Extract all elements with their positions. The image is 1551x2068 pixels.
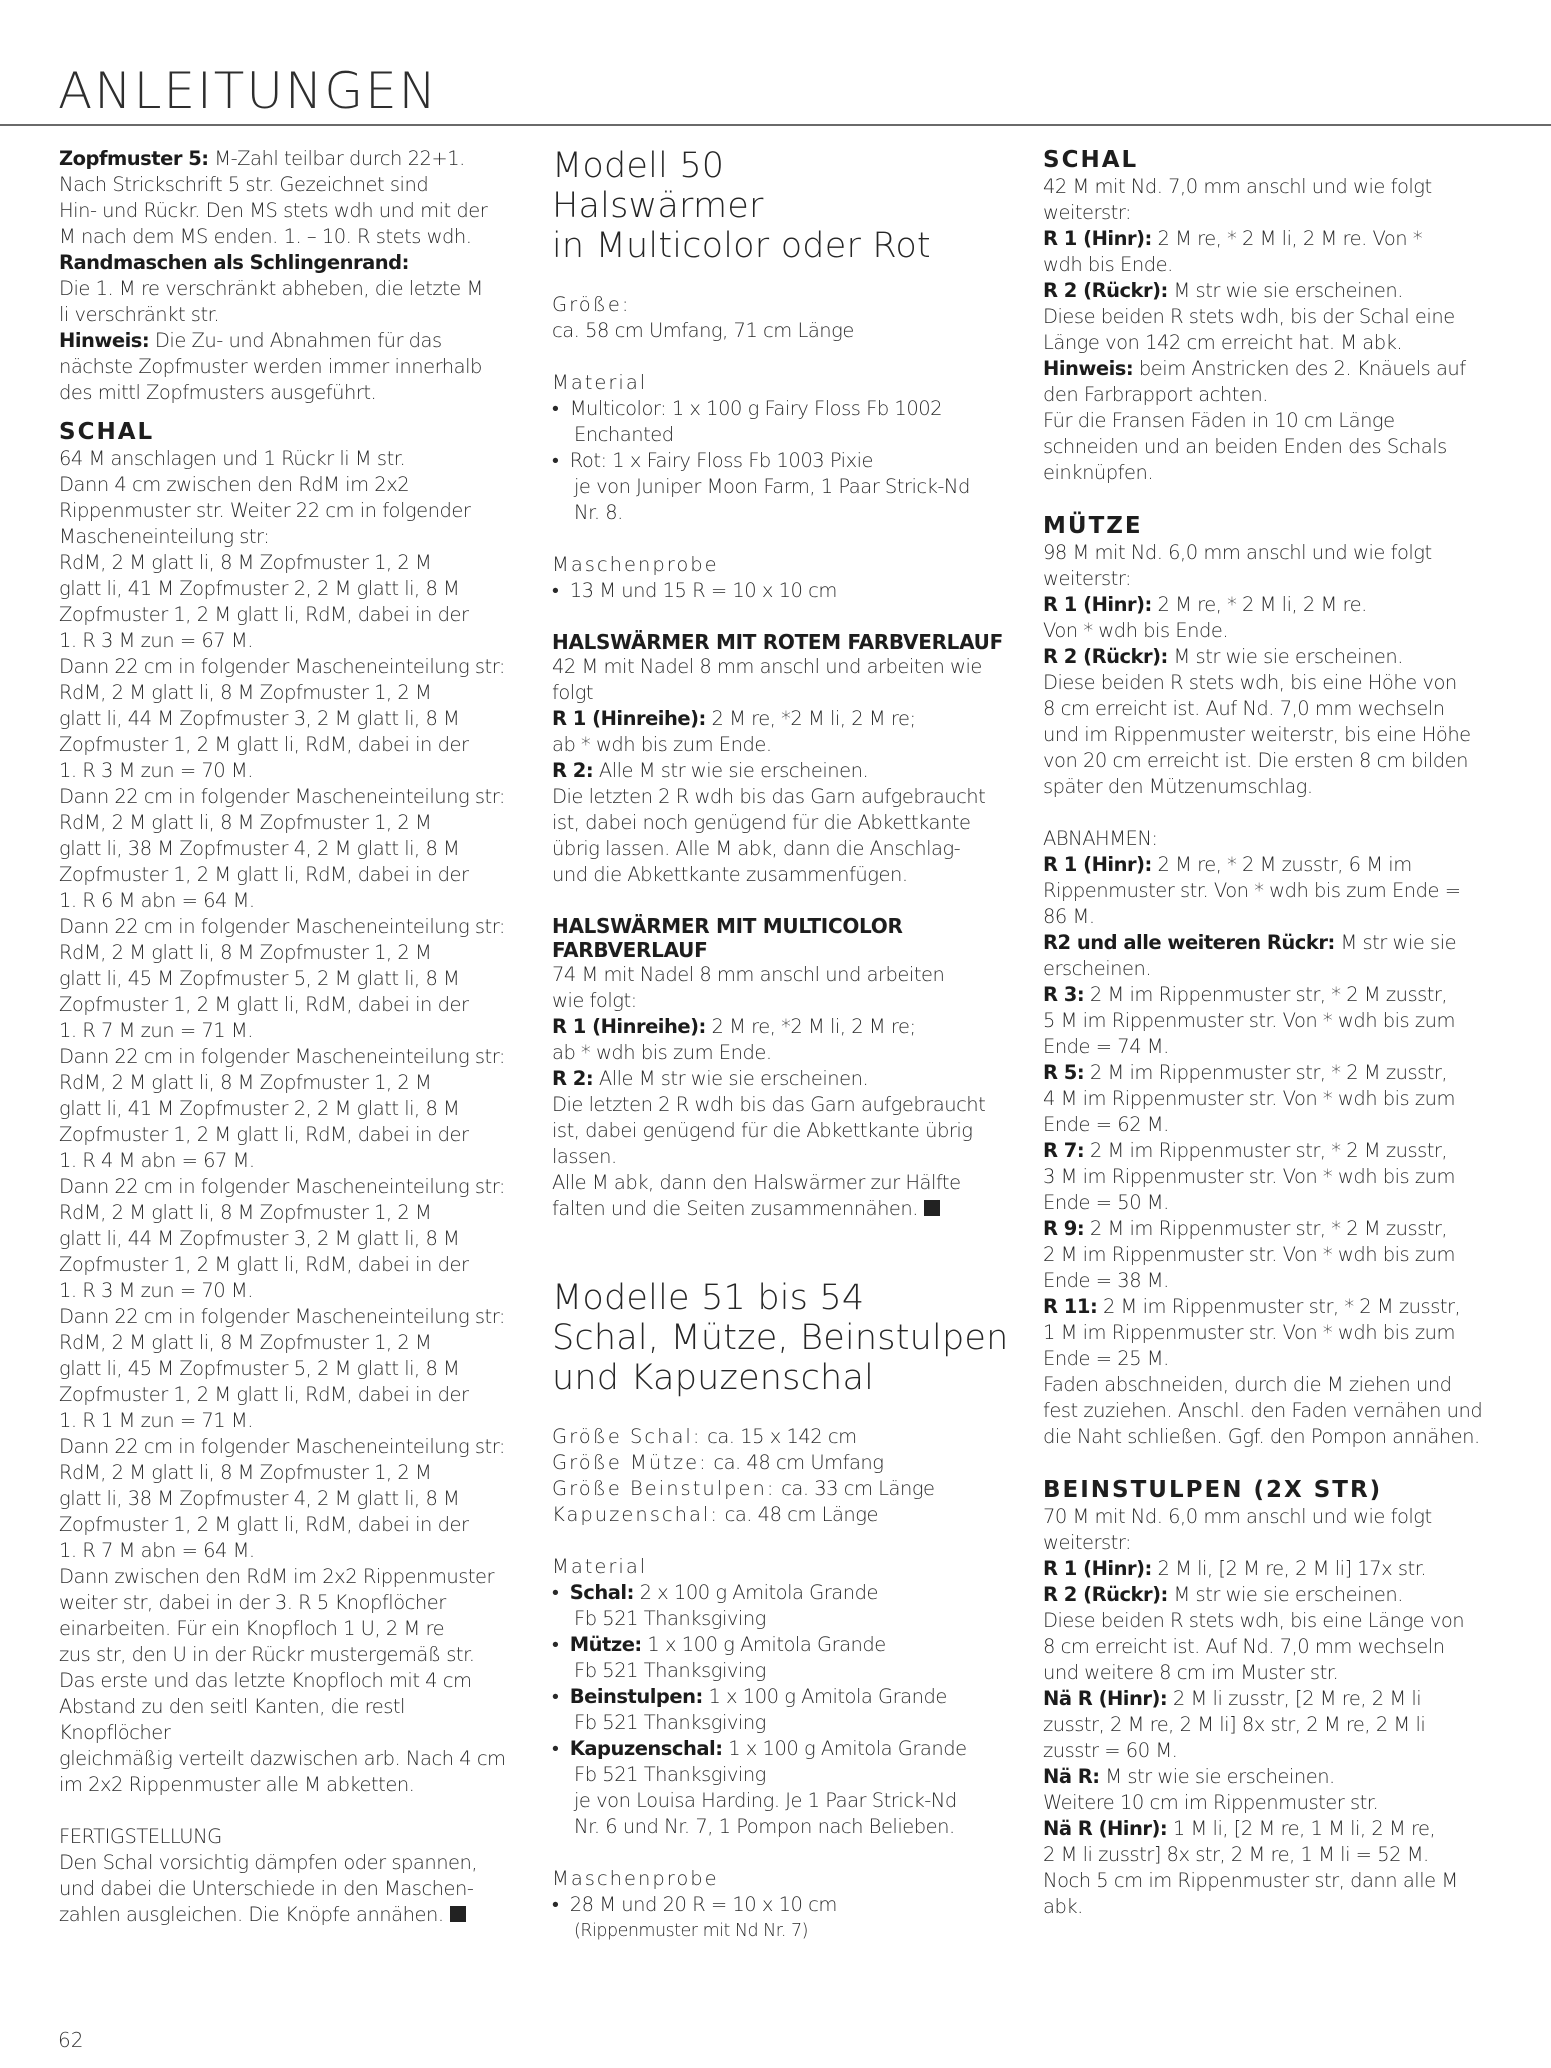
muetze-instructions	[1043, 540, 1508, 800]
size-label: Größe Beinstulpen:	[552, 1477, 776, 1500]
material2-item-line: • Beinstulpen: 1 x 100 g Amitola Grande	[552, 1685, 947, 1708]
schal-line: zus str, den U in der Rückr mustergemäß str.	[59, 1643, 475, 1666]
bold-term: R 2:	[552, 1067, 594, 1090]
material2-item-line: Nr. 6 und Nr. 7, 1 Pompon nach Belieben.	[574, 1815, 955, 1838]
schal-line: im 2x2 Rippenmuster alle M abketten.	[59, 1773, 415, 1796]
material2-item-line: • Mütze: 1 x 100 g Amitola Grande	[552, 1633, 886, 1656]
schal-line: Dann 4 cm zwischen den RdM im 2x2	[59, 473, 410, 496]
size-line: Größe Schal: ca. 15 x 142 cm	[552, 1425, 857, 1448]
material2-item-line: Fb 521 Thanksgiving	[574, 1711, 766, 1734]
rot-line: Die letzten 2 R wdh bis das Garn aufgebraucht	[552, 785, 986, 808]
schal2-line: Länge von 142 cm erreicht hat. M abk.	[1043, 331, 1403, 354]
fertig-line: Den Schal vorsichtig dämpfen oder spannen,	[59, 1851, 478, 1874]
bold-term: R 1 (Hinreihe):	[552, 1015, 706, 1038]
schal-line: Dann 22 cm in folgender Mascheneinteilung str:	[59, 785, 505, 808]
abnahmen-line: Ende = 25 M.	[1043, 1347, 1169, 1370]
intro-line: Die 1. M re verschränkt abheben, die letzte M	[59, 277, 483, 300]
maschenprobe2-value: • 28 M und 20 R = 10 x 10 cm	[552, 1893, 837, 1916]
end-mark-icon	[450, 1906, 466, 1922]
rot-line: und die Abkettkante zusammenfügen.	[552, 863, 908, 886]
column-middle	[552, 146, 1012, 1944]
maschenprobe2-note: (Rippenmuster mit Nd Nr. 7)	[574, 1921, 808, 1941]
schal-line: Dann 22 cm in folgender Mascheneinteilung str:	[59, 1305, 505, 1328]
material-item-line: je von Juniper Moon Farm, 1 Paar Strick-Nd	[574, 475, 970, 498]
material-item-line: Enchanted	[574, 423, 674, 446]
schal-line: 64 M anschlagen und 1 Rückr li M str.	[59, 447, 406, 470]
bold-term: R 2 (Rückr):	[1043, 1583, 1168, 1606]
schal-line: Dann 22 cm in folgender Mascheneinteilung str:	[59, 1045, 505, 1068]
size-label: Größe Schal:	[552, 1425, 702, 1448]
schal-line: glatt li, 38 M Zopfmuster 4, 2 M glatt li, 8 M	[59, 1487, 460, 1510]
material-label: Material	[552, 371, 648, 394]
size-line: Größe Beinstulpen: ca. 33 cm Länge	[552, 1477, 935, 1500]
bold-term: Mütze:	[569, 1633, 642, 1656]
abnahmen-line: R 3: 2 M im Rippenmuster str, * 2 M zusstr,	[1043, 983, 1448, 1006]
material2-item-line: je von Louisa Harding. Je 1 Paar Strick-Nd	[574, 1789, 957, 1812]
model-title-line: in Multicolor oder Rot	[552, 226, 931, 266]
multi-line: R 1 (Hinreihe): 2 M re, *2 M li, 2 M re;	[552, 1015, 916, 1038]
abnahmen-line: Ende = 74 M.	[1043, 1035, 1169, 1058]
page-number: 62	[58, 2028, 84, 2052]
rot-instructions	[552, 654, 1012, 888]
model-title-line: Schal, Mütze, Beinstulpen	[552, 1318, 1009, 1358]
schal-line: weiter str, dabei in der 3. R 5 Knopflöcher	[59, 1591, 446, 1614]
bein-line: abk.	[1043, 1895, 1083, 1918]
schal2-line: 42 M mit Nd. 7,0 mm anschl und wie folgt	[1043, 175, 1432, 198]
schal-line: 1. R 3 M zun = 70 M.	[59, 1279, 253, 1302]
schal-line: Zopfmuster 1, 2 M glatt li, RdM, dabei in der	[59, 1513, 469, 1536]
material2-item-line: Fb 521 Thanksgiving	[574, 1607, 766, 1630]
bein-line: zusstr = 60 M.	[1043, 1739, 1178, 1762]
bein-line: Weitere 10 cm im Rippenmuster str.	[1043, 1791, 1379, 1814]
muetze-line: später den Mützenumschlag.	[1043, 775, 1313, 798]
intro-line: Zopfmuster 5: M-Zahl teilbar durch 22+1.	[59, 147, 465, 170]
schal-line: RdM, 2 M glatt li, 8 M Zopfmuster 1, 2 M	[59, 1071, 432, 1094]
multi-line: Die letzten 2 R wdh bis das Garn aufgebraucht	[552, 1093, 986, 1116]
abnahmen-line: R 11: 2 M im Rippenmuster str, * 2 M zusstr,	[1043, 1295, 1461, 1318]
bold-term: R 9:	[1043, 1217, 1085, 1240]
end-mark-icon	[924, 1200, 940, 1216]
schal-line: 1. R 1 M zun = 71 M.	[59, 1409, 253, 1432]
material2-list	[552, 1580, 1012, 1840]
rot-line: ab * wdh bis zum Ende.	[552, 733, 772, 756]
abnahmen-line: Faden abschneiden, durch die M ziehen und	[1043, 1373, 1452, 1396]
rot-line: ist, dabei noch genügend für die Abkettkante	[552, 811, 971, 834]
bein-line: 8 cm erreicht ist. Auf Nd. 7,0 mm wechseln	[1043, 1635, 1445, 1658]
bein-line: Diese beiden R stets wdh, bis eine Länge von	[1043, 1609, 1465, 1632]
schal2-line: schneiden und an beiden Enden des Schals	[1043, 435, 1447, 458]
schal-line: glatt li, 44 M Zopfmuster 3, 2 M glatt li, 8 M	[59, 707, 460, 730]
rot-line: übrig lassen. Alle M abk, dann die Anschlag-	[552, 837, 961, 860]
sizes-list	[552, 1424, 1012, 1528]
rot-line: R 1 (Hinreihe): 2 M re, *2 M li, 2 M re;	[552, 707, 916, 730]
beinstulpen-instructions	[1043, 1504, 1508, 1920]
schal-line: Dann zwischen den RdM im 2x2 Rippenmuster	[59, 1565, 495, 1588]
muetze-line: 8 cm erreicht ist. Auf Nd. 7,0 mm wechseln	[1043, 697, 1445, 720]
multicolor-instructions	[552, 962, 1012, 1222]
schal-line: 1. R 7 M abn = 64 M.	[59, 1539, 255, 1562]
schal-line: Rippenmuster str. Weiter 22 cm in folgender	[59, 499, 471, 522]
intro-line: des mittl Zopfmusters ausgeführt.	[59, 381, 377, 404]
section-heading-schal-2: SCHAL	[1043, 147, 1139, 173]
schal-line: gleichmäßig verteilt dazwischen arb. Nach 4 cm	[59, 1747, 506, 1770]
model-title-line: Modell 50	[552, 146, 725, 186]
schal-line: Das erste und das letzte Knopfloch mit 4 cm	[59, 1669, 472, 1692]
abnahmen-line: die Naht schließen. Ggf. den Pompon annähen.	[1043, 1425, 1480, 1448]
schal-line: 1. R 3 M zun = 67 M.	[59, 629, 253, 652]
material-item-line: Nr. 8.	[574, 501, 623, 524]
schal-line: 1. R 7 M zun = 71 M.	[59, 1019, 253, 1042]
section-heading-multicolor	[552, 914, 1012, 962]
material2-item-line: Fb 521 Thanksgiving	[574, 1763, 766, 1786]
bold-term: Hinweis:	[59, 329, 150, 352]
section-heading-schal: SCHAL	[59, 419, 155, 445]
schal-line: 1. R 6 M abn = 64 M.	[59, 889, 255, 912]
bold-term: R 2 (Rückr):	[1043, 279, 1168, 302]
schal2-line: R 2 (Rückr): M str wie sie erscheinen.	[1043, 279, 1403, 302]
abnahmen-line: fest zuziehen. Anschl. den Faden vernähen und	[1043, 1399, 1483, 1422]
bold-term: R 1 (Hinr):	[1043, 593, 1152, 616]
maschenprobe-value: • 13 M und 15 R = 10 x 10 cm	[552, 579, 837, 602]
schal-line: RdM, 2 M glatt li, 8 M Zopfmuster 1, 2 M	[59, 1331, 432, 1354]
bein-line: Nä R (Hinr): 2 M li zusstr, [2 M re, 2 M li	[1043, 1687, 1422, 1710]
abnahmen-line: R 5: 2 M im Rippenmuster str, * 2 M zusstr,	[1043, 1061, 1448, 1084]
schal-line: Zopfmuster 1, 2 M glatt li, RdM, dabei in der	[59, 1383, 469, 1406]
multicolor-heading-line: HALSWÄRMER MIT MULTICOLOR	[552, 914, 903, 938]
schal-line: glatt li, 44 M Zopfmuster 3, 2 M glatt li, 8 M	[59, 1227, 460, 1250]
schal-line: RdM, 2 M glatt li, 8 M Zopfmuster 1, 2 M	[59, 941, 432, 964]
section-heading-beinstulpen: BEINSTULPEN (2X STR)	[1043, 1477, 1383, 1503]
schal-line: glatt li, 41 M Zopfmuster 2, 2 M glatt li, 8 M	[59, 1097, 460, 1120]
schal-line: Zopfmuster 1, 2 M glatt li, RdM, dabei in der	[59, 1123, 469, 1146]
column-left	[59, 146, 509, 1928]
bold-term: R 11:	[1043, 1295, 1098, 1318]
schal2-line: wdh bis Ende.	[1043, 253, 1173, 276]
muetze-line: von 20 cm erreicht ist. Die ersten 8 cm bilden	[1043, 749, 1468, 772]
abnahmen-line: R 1 (Hinr): 2 M re, * 2 M zusstr, 6 M im	[1043, 853, 1412, 876]
muetze-line: weiterstr:	[1043, 567, 1132, 590]
schal-line: Mascheneinteilung str:	[59, 525, 270, 548]
schal-line: Dann 22 cm in folgender Mascheneinteilung str:	[59, 915, 505, 938]
bold-term: Zopfmuster 5:	[59, 147, 209, 170]
schal2-line: Diese beiden R stets wdh, bis der Schal eine	[1043, 305, 1455, 328]
section-heading-rot: HALSWÄRMER MIT ROTEM FARBVERLAUF	[552, 630, 1003, 654]
abnahmen-instructions	[1043, 852, 1508, 1450]
section-heading-fertigstellung: FERTIGSTELLUNG	[59, 1825, 222, 1848]
column-right	[1043, 146, 1508, 1920]
schal-line: RdM, 2 M glatt li, 8 M Zopfmuster 1, 2 M	[59, 1201, 432, 1224]
abnahmen-line: 4 M im Rippenmuster str. Von * wdh bis zum	[1043, 1087, 1456, 1110]
multi-line: wie folgt:	[552, 989, 637, 1012]
muetze-line: und im Rippenmuster weiterstr, bis eine Höhe	[1043, 723, 1471, 746]
schal-line: RdM, 2 M glatt li, 8 M Zopfmuster 1, 2 M	[59, 811, 432, 834]
intro-line: Hinweis: Die Zu- und Abnahmen für das	[59, 329, 442, 352]
size-line: Kapuzenschal: ca. 48 cm Länge	[552, 1503, 878, 1526]
bein-line: Nä R (Hinr): 1 M li, [2 M re, 1 M li, 2 M re,	[1043, 1817, 1436, 1840]
bold-term: R 5:	[1043, 1061, 1085, 1084]
bein-line: Nä R: M str wie sie erscheinen.	[1043, 1765, 1335, 1788]
schal2-line: R 1 (Hinr): 2 M re, * 2 M li, 2 M re. Von *	[1043, 227, 1423, 250]
bein-line: 70 M mit Nd. 6,0 mm anschl und wie folgt	[1043, 1505, 1432, 1528]
abnahmen-line: 86 M.	[1043, 905, 1095, 928]
bold-term: Kapuzenschal:	[569, 1737, 723, 1760]
bold-term: Beinstulpen:	[569, 1685, 703, 1708]
muetze-line: Diese beiden R stets wdh, bis eine Höhe von	[1043, 671, 1457, 694]
muetze-line: Von * wdh bis Ende.	[1043, 619, 1229, 642]
schal-line: Abstand zu den seitl Kanten, die restl Knopflöcher	[59, 1695, 405, 1744]
bein-line: R 2 (Rückr): M str wie sie erscheinen.	[1043, 1583, 1403, 1606]
schal-line: RdM, 2 M glatt li, 8 M Zopfmuster 1, 2 M	[59, 681, 432, 704]
multi-line: ist, dabei genügend für die Abkettkante übrig	[552, 1119, 973, 1142]
bold-term: R 2:	[552, 759, 594, 782]
material2-item-line: • Kapuzenschal: 1 x 100 g Amitola Grande	[552, 1737, 967, 1760]
rot-line: folgt	[552, 681, 594, 704]
intro-line: Nach Strickschrift 5 str. Gezeichnet sind	[59, 173, 429, 196]
abnahmen-line: 2 M im Rippenmuster str. Von * wdh bis zum	[1043, 1243, 1456, 1266]
model-title-line: Halswärmer	[552, 186, 764, 226]
intro-line: M nach dem MS enden. 1. – 10. R stets wdh.	[59, 225, 472, 248]
schal-instructions	[59, 446, 509, 1798]
schal-line: 1. R 4 M abn = 67 M.	[59, 1149, 255, 1172]
schal-line: RdM, 2 M glatt li, 8 M Zopfmuster 1, 2 M	[59, 1461, 432, 1484]
material-item-line: • Multicolor: 1 x 100 g Fairy Floss Fb 1002	[552, 397, 943, 420]
size-line: Größe Mütze: ca. 48 cm Umfang	[552, 1451, 884, 1474]
bein-line: zusstr, 2 M re, 2 M li] 8x str, 2 M re, 2 M li	[1043, 1713, 1426, 1736]
bold-term: Hinweis:	[1043, 357, 1134, 380]
abnahmen-line: Ende = 38 M.	[1043, 1269, 1169, 1292]
bold-term: R 2 (Rückr):	[1043, 645, 1168, 668]
schal-line: Zopfmuster 1, 2 M glatt li, RdM, dabei in der	[59, 863, 469, 886]
bold-term: Nä R:	[1043, 1765, 1100, 1788]
abnahmen-line: Rippenmuster str. Von * wdh bis zum Ende =	[1043, 879, 1461, 902]
model-title-line: Modelle 51 bis 54	[552, 1278, 865, 1318]
abnahmen-line: R 7: 2 M im Rippenmuster str, * 2 M zusstr,	[1043, 1139, 1448, 1162]
abnahmen-line: 5 M im Rippenmuster str. Von * wdh bis zum	[1043, 1009, 1456, 1032]
bold-term: Randmaschen als Schlingenrand:	[59, 251, 409, 274]
multicolor-heading-line: FARBVERLAUF	[552, 938, 708, 962]
intro-line: Hin- und Rückr. Den MS stets wdh und mit der	[59, 199, 488, 222]
bold-term: R 1 (Hinreihe):	[552, 707, 706, 730]
abnahmen-line: 1 M im Rippenmuster str. Von * wdh bis zum	[1043, 1321, 1456, 1344]
model-50-title	[552, 146, 1012, 266]
bold-term: R 1 (Hinr):	[1043, 227, 1152, 250]
schal-line: Dann 22 cm in folgender Mascheneinteilung str:	[59, 1175, 505, 1198]
muetze-line: R 1 (Hinr): 2 M re, * 2 M li, 2 M re.	[1043, 593, 1367, 616]
schal-line: Dann 22 cm in folgender Mascheneinteilung str:	[59, 655, 505, 678]
material2-label: Material	[552, 1555, 648, 1578]
bold-term: R 1 (Hinr):	[1043, 1557, 1152, 1580]
schal2-line: den Farbrapport achten.	[1043, 383, 1268, 406]
schal2-line: Hinweis: beim Anstricken des 2. Knäuels auf	[1043, 357, 1466, 380]
intro-line: li verschränkt str.	[59, 303, 220, 326]
bold-term: Nä R (Hinr):	[1043, 1817, 1168, 1840]
size-label: Größe Mütze:	[552, 1451, 708, 1474]
schal-line: Zopfmuster 1, 2 M glatt li, RdM, dabei in der	[59, 603, 469, 626]
model-title-line: und Kapuzenschal	[552, 1358, 875, 1398]
material2-item-line: Fb 521 Thanksgiving	[574, 1659, 766, 1682]
schal-line: glatt li, 45 M Zopfmuster 5, 2 M glatt li, 8 M	[59, 1357, 460, 1380]
bein-line: R 1 (Hinr): 2 M li, [2 M re, 2 M li] 17x str.	[1043, 1557, 1427, 1580]
page-header-title: ANLEITUNGEN	[58, 62, 439, 120]
abnahmen-line: R2 und alle weiteren Rückr: M str wie sie	[1043, 931, 1457, 954]
schal-line: Dann 22 cm in folgender Mascheneinteilung str:	[59, 1435, 505, 1458]
bein-line: Noch 5 cm im Rippenmuster str, dann alle M	[1043, 1869, 1458, 1892]
material-list	[552, 396, 1012, 526]
fertig-line: zahlen ausgleichen. Die Knöpfe annähen.	[59, 1902, 509, 1928]
size-label: Kapuzenschal:	[552, 1503, 719, 1526]
schal-2-instructions	[1043, 174, 1508, 486]
intro-line: nächste Zopfmuster werden immer innerhalb	[59, 355, 482, 378]
model-51-54-title	[552, 1278, 1012, 1398]
abnahmen-line: Ende = 62 M.	[1043, 1113, 1169, 1136]
header-rule	[0, 124, 1551, 126]
rot-line: R 2: Alle M str wie sie erscheinen.	[552, 759, 869, 782]
abnahmen-heading: ABNAHMEN:	[1043, 827, 1158, 850]
fertig-line: und dabei die Unterschiede in den Maschen-	[59, 1877, 474, 1900]
bein-line: 2 M li zusstr] 8x str, 2 M re, 1 M li = 52 M.	[1043, 1843, 1429, 1866]
schal-line: einarbeiten. Für ein Knopfloch 1 U, 2 M re	[59, 1617, 445, 1640]
maschenprobe2-label: Maschenprobe	[552, 1867, 719, 1890]
multi-line: falten und die Seiten zusammennähen.	[552, 1196, 1012, 1222]
groesse-label: Größe:	[552, 293, 631, 316]
bold-term: Nä R (Hinr):	[1043, 1687, 1168, 1710]
schal-line: glatt li, 38 M Zopfmuster 4, 2 M glatt li, 8 M	[59, 837, 460, 860]
section-heading-muetze: MÜTZE	[1043, 513, 1143, 539]
schal-line: glatt li, 41 M Zopfmuster 2, 2 M glatt li, 8 M	[59, 577, 460, 600]
schal2-line: Für die Fransen Fäden in 10 cm Länge	[1043, 409, 1395, 432]
bold-term: R2 und alle weiteren Rückr:	[1043, 931, 1335, 954]
bold-term: R 7:	[1043, 1139, 1085, 1162]
schal-line: 1. R 3 M zun = 70 M.	[59, 759, 253, 782]
bein-line: weiterstr:	[1043, 1531, 1132, 1554]
bein-line: und weitere 8 cm im Muster str.	[1043, 1661, 1339, 1684]
bold-term: R 3:	[1043, 983, 1085, 1006]
muetze-line: 98 M mit Nd. 6,0 mm anschl und wie folgt	[1043, 541, 1432, 564]
abnahmen-line: erscheinen.	[1043, 957, 1152, 980]
intro-line	[59, 250, 509, 276]
bold-term: R 1 (Hinr):	[1043, 853, 1152, 876]
rot-line: 42 M mit Nadel 8 mm anschl und arbeiten wie	[552, 655, 982, 678]
schal-line: Zopfmuster 1, 2 M glatt li, RdM, dabei in der	[59, 1253, 469, 1276]
material2-item-line: • Schal: 2 x 100 g Amitola Grande	[552, 1581, 878, 1604]
material-item-line: • Rot: 1 x Fairy Floss Fb 1003 Pixie	[552, 449, 874, 472]
schal-line: Zopfmuster 1, 2 M glatt li, RdM, dabei in der	[59, 993, 469, 1016]
multi-line: 74 M mit Nadel 8 mm anschl und arbeiten	[552, 963, 945, 986]
multi-line: ab * wdh bis zum Ende.	[552, 1041, 772, 1064]
abnahmen-line: R 9: 2 M im Rippenmuster str, * 2 M zusstr,	[1043, 1217, 1448, 1240]
schal-line: Zopfmuster 1, 2 M glatt li, RdM, dabei in der	[59, 733, 469, 756]
muetze-line: R 2 (Rückr): M str wie sie erscheinen.	[1043, 645, 1403, 668]
pattern-intro	[59, 146, 509, 406]
groesse-value: ca. 58 cm Umfang, 71 cm Länge	[552, 319, 854, 342]
multi-line: R 2: Alle M str wie sie erscheinen.	[552, 1067, 869, 1090]
abnahmen-line: Ende = 50 M.	[1043, 1191, 1169, 1214]
schal-line: glatt li, 45 M Zopfmuster 5, 2 M glatt li, 8 M	[59, 967, 460, 990]
bold-term: Schal:	[569, 1581, 634, 1604]
multi-line: lassen.	[552, 1145, 617, 1168]
schal2-line: einknüpfen.	[1043, 461, 1154, 484]
schal-line: RdM, 2 M glatt li, 8 M Zopfmuster 1, 2 M	[59, 551, 432, 574]
fertigstellung-text	[59, 1850, 509, 1928]
maschenprobe-label: Maschenprobe	[552, 553, 719, 576]
multi-line: Alle M abk, dann den Halswärmer zur Hälfte	[552, 1171, 961, 1194]
abnahmen-line: 3 M im Rippenmuster str. Von * wdh bis zum	[1043, 1165, 1456, 1188]
schal2-line: weiterstr:	[1043, 201, 1132, 224]
